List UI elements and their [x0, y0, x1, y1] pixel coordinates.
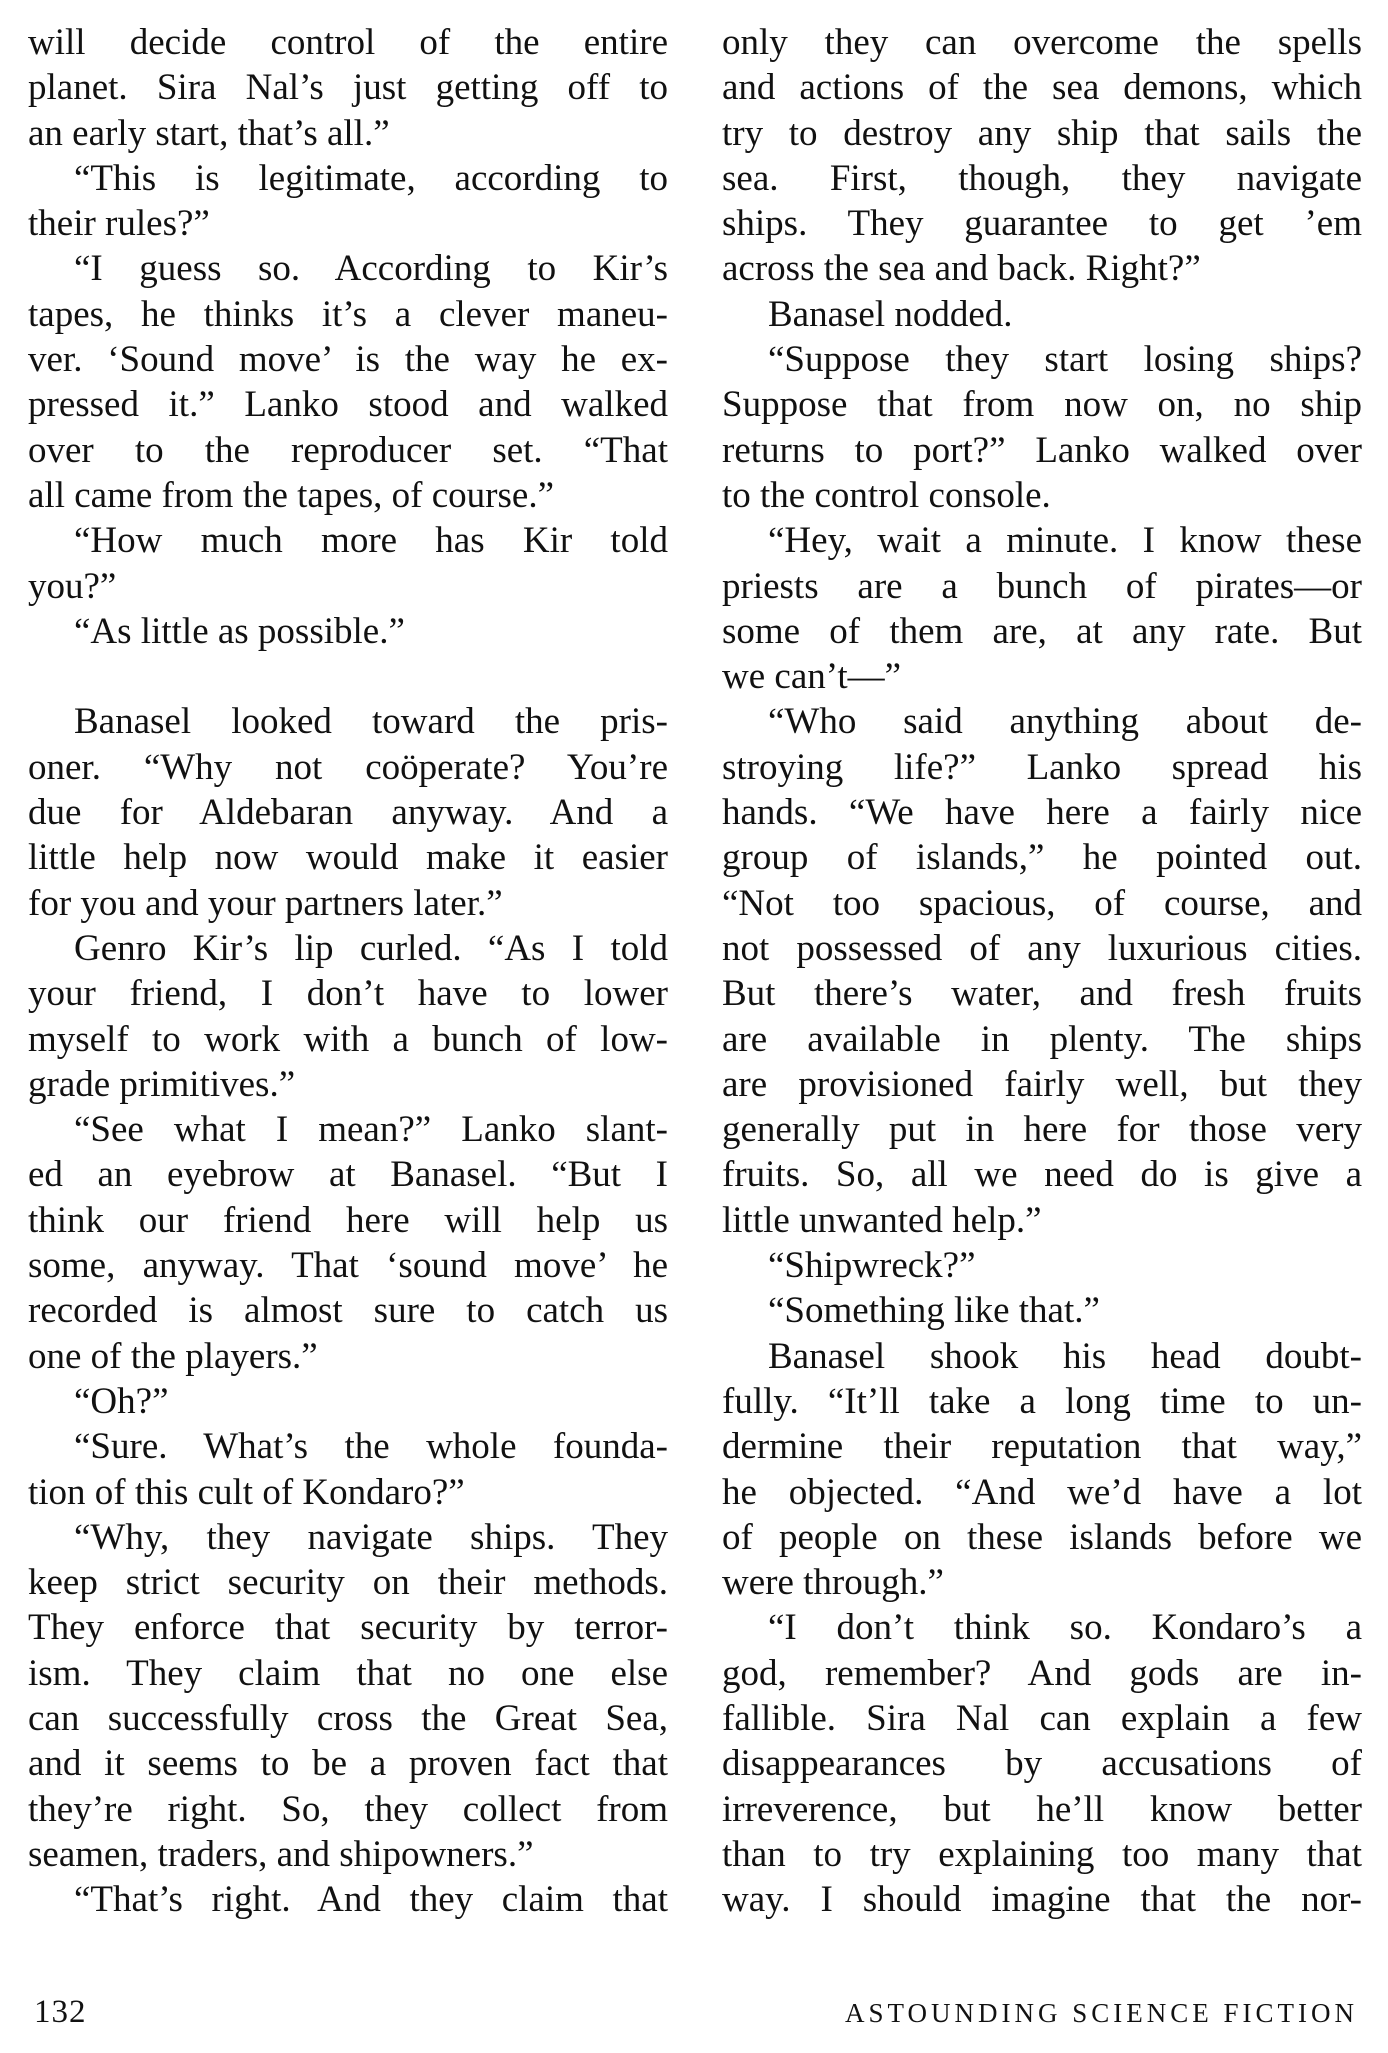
text-line: he objected. “And we’d have a lot [722, 1471, 1362, 1513]
text-line: and actions of the sea demons, which [722, 67, 1362, 109]
text-line: tapes, he thinks it’s a clever maneu- [28, 293, 668, 335]
text-line: for you and your partners later.” [28, 882, 503, 924]
text-line: some of them are, at any rate. But [722, 610, 1362, 652]
text-line: “This is legitimate, according to [74, 157, 668, 199]
text-line: think our friend here will help us [28, 1199, 668, 1241]
text-line: pressed it.” Lanko stood and walked [28, 384, 668, 426]
text-line: returns to port?” Lanko walked over [722, 429, 1362, 471]
text-line: keep strict security on their methods. [28, 1562, 668, 1604]
text-line: seamen, traders, and shipowners.” [28, 1833, 534, 1875]
text-line: and it seems to be a proven fact that [28, 1743, 668, 1785]
text-line: Banasel looked toward the pris- [74, 701, 668, 743]
text-line: They enforce that security by terror- [28, 1607, 668, 1649]
text-line: “Not too spacious, of course, and [722, 882, 1362, 924]
text-line: ver. ‘Sound move’ is the way he ex- [28, 339, 668, 381]
text-line: ships. They guarantee to get ’em [722, 203, 1362, 245]
text-line: stroying life?” Lanko spread his [722, 746, 1362, 788]
running-title: ASTOUNDING SCIENCE FICTION [844, 1998, 1358, 2028]
text-line: dermine their reputation that way,” [722, 1426, 1362, 1468]
text-line: “I don’t think so. Kondaro’s a [768, 1607, 1362, 1649]
text-line: recorded is almost sure to catch us [28, 1290, 668, 1332]
text-line: planet. Sira Nal’s just getting off to [28, 67, 668, 109]
text-line: are provisioned fairly well, but they [722, 1063, 1362, 1105]
text-line: fallible. Sira Nal can explain a few [722, 1697, 1362, 1739]
text-line: due for Aldebaran anyway. And a [28, 792, 668, 834]
text-line: god, remember? And gods are in- [722, 1652, 1362, 1694]
text-line: you?” [28, 565, 117, 607]
text-line: Suppose that from now on, no ship [722, 384, 1362, 426]
text-line: will decide control of the entire [28, 22, 668, 63]
text-line: one of the players.” [28, 1335, 318, 1377]
text-line: are available in plenty. The ships [722, 1018, 1362, 1060]
text-line: their rules?” [28, 203, 210, 245]
text-line: grade primitives.” [28, 1063, 296, 1105]
text-line: sea. First, though, they navigate [722, 157, 1362, 199]
text-line: “As little as possible.” [74, 610, 405, 652]
text-line: “Oh?” [74, 1380, 169, 1422]
text-line: ed an eyebrow at Banasel. “But I [28, 1154, 668, 1196]
text-line: irreverence, but he’ll know better [722, 1788, 1362, 1830]
text-line: try to destroy any ship that sails the [722, 112, 1362, 154]
text-line: priests are a bunch of pirates—or [722, 565, 1362, 607]
text-line: “Why, they navigate ships. They [74, 1516, 668, 1558]
text-line: oner. “Why not coöperate? You’re [28, 746, 668, 788]
text-line: your friend, I don’t have to lower [28, 973, 668, 1015]
text-line: group of islands,” he pointed out. [722, 837, 1362, 879]
text-line: Banasel nodded. [768, 293, 1013, 335]
text-line: fruits. So, all we need do is give a [722, 1154, 1362, 1196]
text-line: “Sure. What’s the whole founda- [74, 1426, 668, 1468]
text-line: we can’t—” [722, 656, 902, 698]
text-line: But there’s water, and fresh fruits [722, 973, 1362, 1015]
text-line: hands. “We have here a fairly nice [722, 792, 1362, 834]
text-line: all came from the tapes, of course.” [28, 474, 554, 516]
right-text-column [722, 20, 1362, 1922]
text-line: fully. “It’ll take a long time to un- [722, 1380, 1362, 1422]
text-line: “Shipwreck?” [768, 1245, 976, 1287]
text-line: way. I should imagine that the nor- [722, 1879, 1362, 1921]
text-line: an early start, that’s all.” [28, 112, 390, 154]
text-line: than to try explaining too many that [722, 1833, 1362, 1875]
text-line: Banasel shook his head doubt- [768, 1335, 1362, 1377]
text-line: “See what I mean?” Lanko slant- [74, 1109, 668, 1151]
text-line: of people on these islands before we [722, 1516, 1362, 1558]
text-line: little unwanted help.” [722, 1199, 1042, 1241]
text-line: not possessed of any luxurious cities. [722, 927, 1362, 969]
page-footer [0, 1994, 1388, 2034]
text-line: to the control console. [722, 474, 1051, 516]
text-line: some, anyway. That ‘sound move’ he [28, 1245, 668, 1287]
text-line: “Suppose they start losing ships? [768, 339, 1362, 381]
text-line: disappearances by accusations of [722, 1743, 1362, 1785]
text-line: they’re right. So, they collect from [28, 1788, 668, 1830]
text-line: over to the reproducer set. “That [28, 429, 668, 471]
text-line: “That’s right. And they claim that [74, 1879, 668, 1921]
text-line: tion of this cult of Kondaro?” [28, 1471, 465, 1513]
text-line: can successfully cross the Great Sea, [28, 1697, 668, 1739]
text-line: “How much more has Kir told [74, 520, 668, 562]
text-line: “Something like that.” [768, 1290, 1100, 1332]
text-line [28, 654, 668, 699]
text-line: myself to work with a bunch of low- [28, 1018, 668, 1060]
page-number: 132 [34, 1994, 87, 2030]
text-line: “I guess so. According to Kir’s [74, 248, 668, 290]
text-line: only they can overcome the spells [722, 22, 1362, 63]
text-line: generally put in here for those very [722, 1109, 1362, 1151]
text-line: little help now would make it easier [28, 837, 668, 879]
text-line: across the sea and back. Right?” [722, 248, 1201, 290]
text-line: “Who said anything about de- [768, 701, 1362, 743]
text-line: “Hey, wait a minute. I know these [768, 520, 1362, 562]
text-line: ism. They claim that no one else [28, 1652, 668, 1694]
left-text-column [28, 20, 668, 1922]
text-line: were through.” [722, 1562, 944, 1604]
text-line: Genro Kir’s lip curled. “As I told [74, 927, 668, 969]
